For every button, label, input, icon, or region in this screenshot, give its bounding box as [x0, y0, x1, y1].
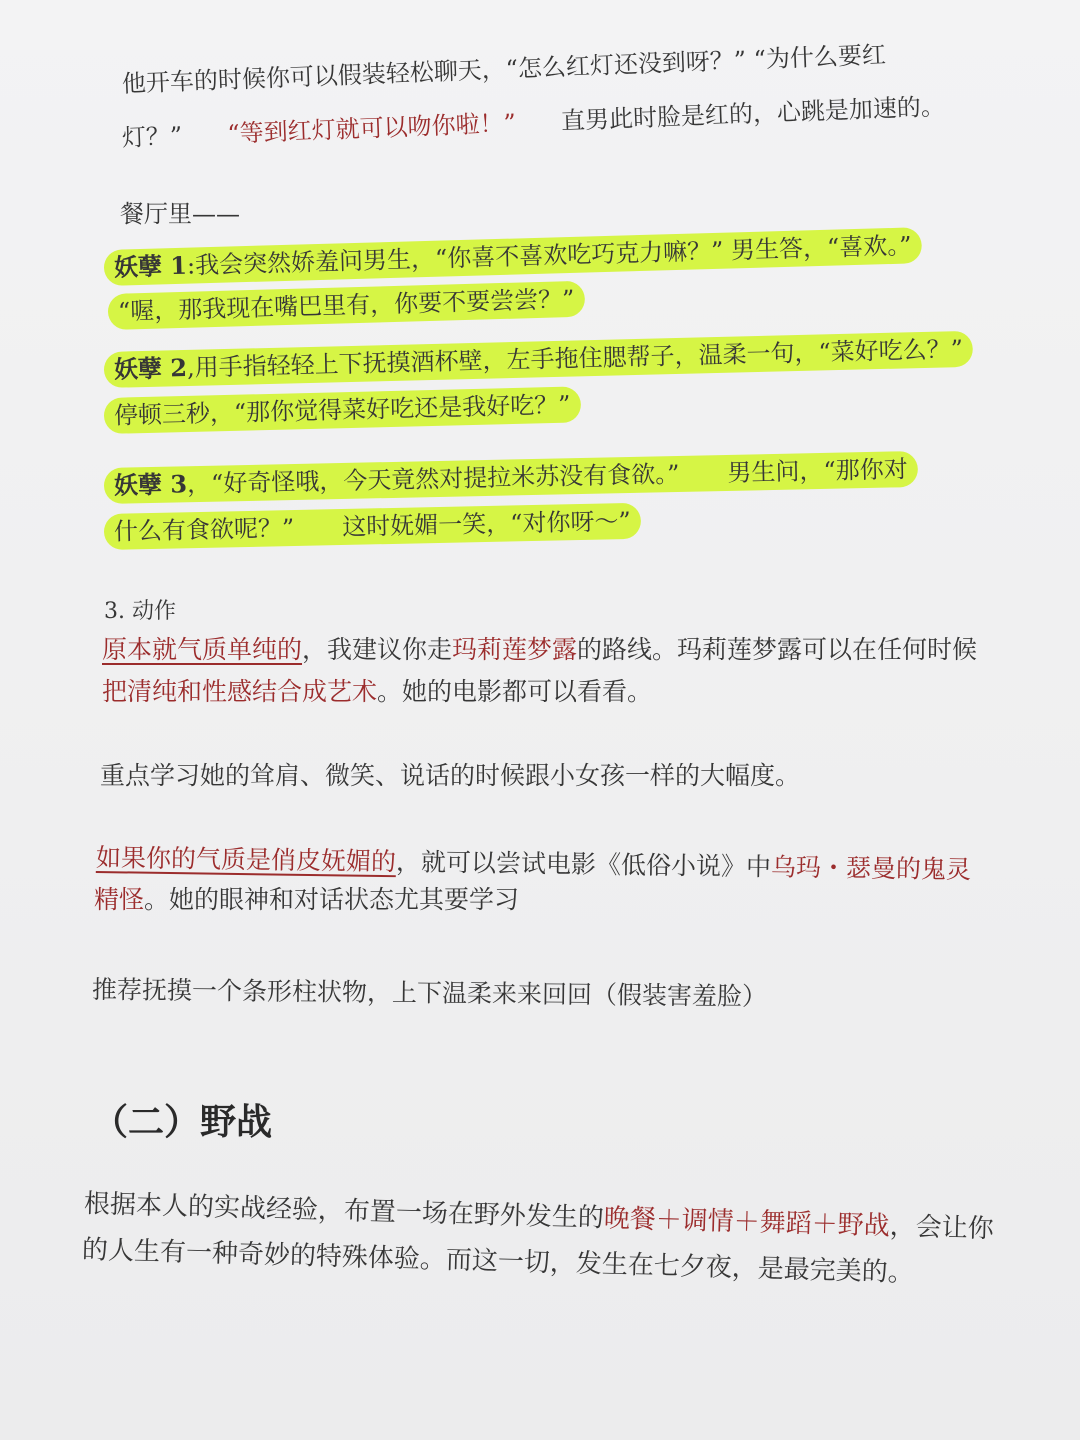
action-p3-text-a: ，就可以尝试电影《低俗小说》中 — [395, 847, 772, 882]
section2-line1 — [84, 1188, 995, 1245]
item1-tag: 妖孽 1 — [113, 250, 188, 282]
intro-text-2b: 直男此时脸是红的，心跳是加速的。 — [560, 92, 946, 136]
intro-quote-red: “等到红灯就可以吻你啦！” — [226, 108, 517, 148]
item2-text2: 停顿三秒，“那你觉得菜好吃还是我好吃？” — [104, 386, 581, 434]
action-p1-l2-red: 把清纯和性感结合成艺术 — [102, 677, 378, 706]
item3-line2 — [104, 505, 641, 548]
action-p1-line1 — [102, 634, 977, 666]
item1-text1: :我会突然娇羞问男生，“你喜不喜欢吃巧克力嘛？” 男生答，“喜欢。” — [186, 231, 912, 280]
item1-line2 — [108, 283, 585, 328]
intro-line-1 — [121, 39, 886, 100]
item2-line1 — [104, 333, 974, 386]
action-p1-text-a: ，我建议你走 — [302, 635, 453, 664]
section2-text-2: 的人生有一种奇妙的特殊体验。而这一切，发生在七夕夜，是最完美的。 — [81, 1235, 915, 1289]
intro-text-2a: 灯？” — [121, 121, 183, 152]
item1-line1 — [104, 229, 922, 284]
item1-text2: “喔，那我现在嘴巴里有，你要不要尝尝？” — [107, 281, 584, 330]
action-heading: 3. 动作 — [104, 599, 176, 624]
action-p3-name: 乌玛・瑟曼的鬼灵 — [770, 852, 972, 885]
action-p4: 推荐抚摸一个条形柱状物，上下温柔来来回回（假装害羞脸） — [91, 975, 768, 1012]
item3-line1 — [104, 453, 918, 502]
action-p2: 重点学习她的耸肩、微笑、说话的时候跟小女孩一样的大幅度。 — [100, 761, 801, 790]
action-p3-line2 — [94, 884, 519, 916]
action-p1-text-b: 的路线。玛莉莲梦露可以在任何时候 — [577, 635, 978, 664]
section2-text-b: ，会让你 — [889, 1211, 995, 1245]
restaurant-heading: 餐厅里—— — [120, 200, 240, 228]
item3-text1: ，“好奇怪哦，今天竟然对提拉米苏没有食欲。” 男生问，“那你对 — [186, 455, 908, 499]
item3-tag: 妖孽 3 — [113, 469, 188, 500]
action-p3-l2-red: 精怪 — [94, 885, 145, 914]
item2-tag: 妖孽 2 — [113, 352, 188, 384]
intro-line-2 — [121, 90, 945, 154]
section2-red: 晚餐＋调情＋舞蹈＋野战 — [603, 1203, 891, 1242]
section2-heading: （二）野战 — [92, 1101, 273, 1143]
action-p1-name: 玛莉莲梦露 — [452, 635, 578, 664]
section2-line2 — [82, 1234, 915, 1289]
action-p1-line2 — [102, 676, 652, 708]
item2-line2 — [104, 388, 581, 432]
action-p3-line1 — [96, 842, 971, 886]
action-p1-l2-text: 。她的电影都可以看看。 — [377, 677, 653, 706]
action-p1-emphasis: 原本就气质单纯的 — [102, 635, 303, 664]
action-p3-l2-text: 。她的眼神和对话状态尤其要学习 — [144, 885, 520, 914]
action-p3-emphasis: 如果你的气质是俏皮妩媚的 — [95, 843, 397, 877]
intro-text-1: 他开车的时候你可以假装轻松聊天，“怎么红灯还没到呀？” “为什么要红 — [121, 40, 887, 98]
item3-text2: 什么有食欲呢？” 这时妩媚一笑，“对你呀～” — [104, 503, 641, 550]
item2-text1: ,用手指轻轻上下抚摸酒杯壁，左手拖住腮帮子，温柔一句，“菜好吃么？” — [186, 335, 964, 382]
section2-text-a: 根据本人的实战经验，布置一场在野外发生的 — [83, 1189, 605, 1234]
